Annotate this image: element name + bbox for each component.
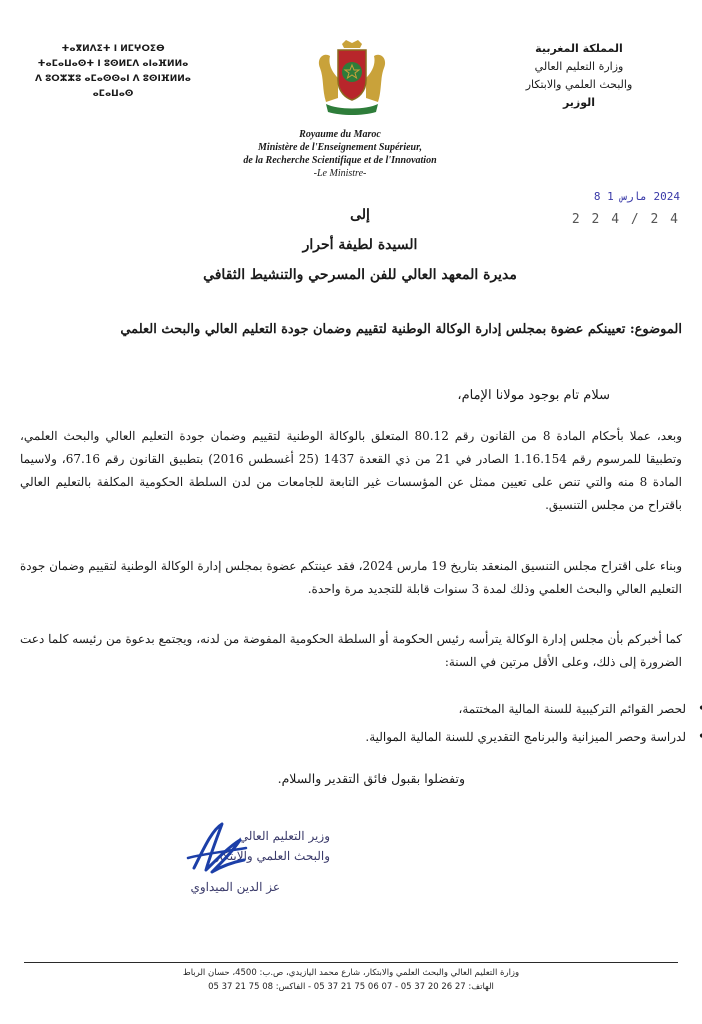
ref-handwritten: 2 2 4 / 2 4	[571, 212, 680, 227]
footer-address: وزارة التعليم العالي والبحث العلمي والابتكار، شارع محمد اليازيدي، ص.ب: 4500، حسان الرباط	[182, 968, 520, 978]
date-handwritten: 2024 مارس 1 8	[593, 190, 680, 203]
header-arabic	[494, 40, 664, 112]
french-kingdom: Royaume du Maroc	[299, 129, 381, 140]
addressee-name: السيدة لطيفة أحرار	[302, 237, 418, 253]
french-ministry-2: de la Recherche Scientifique et de l'Innovation	[243, 155, 437, 166]
closing-line: وتفضلوا بقبول فائق التقدير والسلام.	[277, 771, 465, 786]
tifinagh-line-1: ⵜⴰⴳⵍⴷⵉⵜ ⵏ ⵍⵎⵖⵔⵉⴱ	[61, 44, 165, 54]
addressee-title: مديرة المعهد العالي للفن المسرحي والتنشيط الثقافي	[203, 267, 517, 283]
bullet-item-1: • لحصر القوائم التركيبية للسنة المالية المختتمة،	[20, 695, 686, 723]
bullet-item-2: • لدراسة وحصر الميزانية والبرنامج التقديري للسنة المالية الموالية.	[20, 723, 686, 751]
body-paragraph-1: وبعد، عملا بأحكام المادة 8 من القانون رقم 80.12 المتعلق بالوكالة الوطنية لتقييم وضمان جودة التعليم العالي والبحث العلمي، وتطبيقا للمرسوم رقم 1.16.154 الصادر في 21 من ذي القعدة 1437 (25 أغسطس 2016) بتطبيق القانون رقم 67.16، ولاسيما المادة 8 منه والتي تنص على تعيين ممثل عن المؤسسات غير التابعة للجامعات من لدن السلطة الحكومية المكلفة بالتعليم العالي باقتراح من مجلس التنسيق.	[20, 429, 683, 512]
subject-line: الموضوع: تعيينكم عضوة بمجلس إدارة الوكالة الوطنية لتقييم وضمان جودة التعليم العالي والبحث العلمي	[120, 322, 682, 337]
footer-phones: الهاتف: 27 26 20 37 05 - 07 06 75 21 37 05 - الفاكس: 08 75 21 37 05	[208, 982, 494, 992]
arabic-kingdom: المملكة المغربية	[535, 42, 623, 55]
signature-name: عز الدين الميداوي	[190, 880, 280, 894]
header-french	[170, 128, 510, 180]
body-paragraph-3: كما أخبركم بأن مجلس إدارة الوكالة يترأسه رئيس الحكومة أو السلطة الحكومية المفوضة من لدنه، ويجتمع بدعوة من رئيسه كلما دعت الضرورة إلى ذلك، وعلى الأقل مرتين في السنة:	[20, 632, 682, 669]
footer-divider	[24, 962, 678, 963]
addressee-block	[180, 200, 540, 290]
tifinagh-line-3: ⴷ ⵓⵔⵣⵣⵓ ⴰⵎⴰⵙⵙⴰⵏ ⴷ ⵓⵙⵏⴼⵍⵍⴰ	[34, 74, 192, 84]
bullet-list	[20, 695, 702, 751]
arabic-ministry-2: والبحث العلمي والابتكار	[525, 78, 633, 91]
header-tifinagh	[28, 42, 198, 102]
greeting: سلام تام بوجود مولانا الإمام،	[457, 388, 610, 403]
tifinagh-line-4: ⴰⵎⴰⵡⴰⵙ	[92, 89, 134, 99]
handwritten-signature-icon	[182, 818, 252, 878]
tifinagh-line-2: ⵜⴰⵎⴰⵡⴰⵙⵜ ⵏ ⵓⵙⵍⵎⴷ ⴰⵏⴰⴼⵍⵍⴰ	[37, 59, 189, 69]
coat-of-arms-icon	[312, 38, 392, 116]
arabic-minister: الوزير	[562, 96, 596, 109]
footer	[60, 966, 642, 994]
addressee-to: إلى	[350, 207, 370, 223]
signature-title-line-1: وزير التعليم العالي	[238, 829, 330, 843]
arabic-ministry-1: وزارة التعليم العالي	[534, 60, 624, 73]
handwritten-date-stamp	[540, 190, 680, 232]
french-ministry-1: Ministère de l'Enseignement Supérieur,	[258, 142, 422, 153]
body-paragraph-2: وبناء على اقتراح مجلس التنسيق المنعقد بتاريخ 19 مارس 2024، فقد عينتكم عضوة بمجلس إدارة الوكالة الوطنية لتقييم وضمان جودة التعليم العالي والبحث العلمي وذلك لمدة 3 سنوات قابلة للتجديد مرة واحدة.	[20, 559, 683, 596]
signature-title-line-2: والبحث العلمي والابتكار	[213, 849, 330, 863]
french-minister: -Le Ministre-	[313, 168, 367, 179]
